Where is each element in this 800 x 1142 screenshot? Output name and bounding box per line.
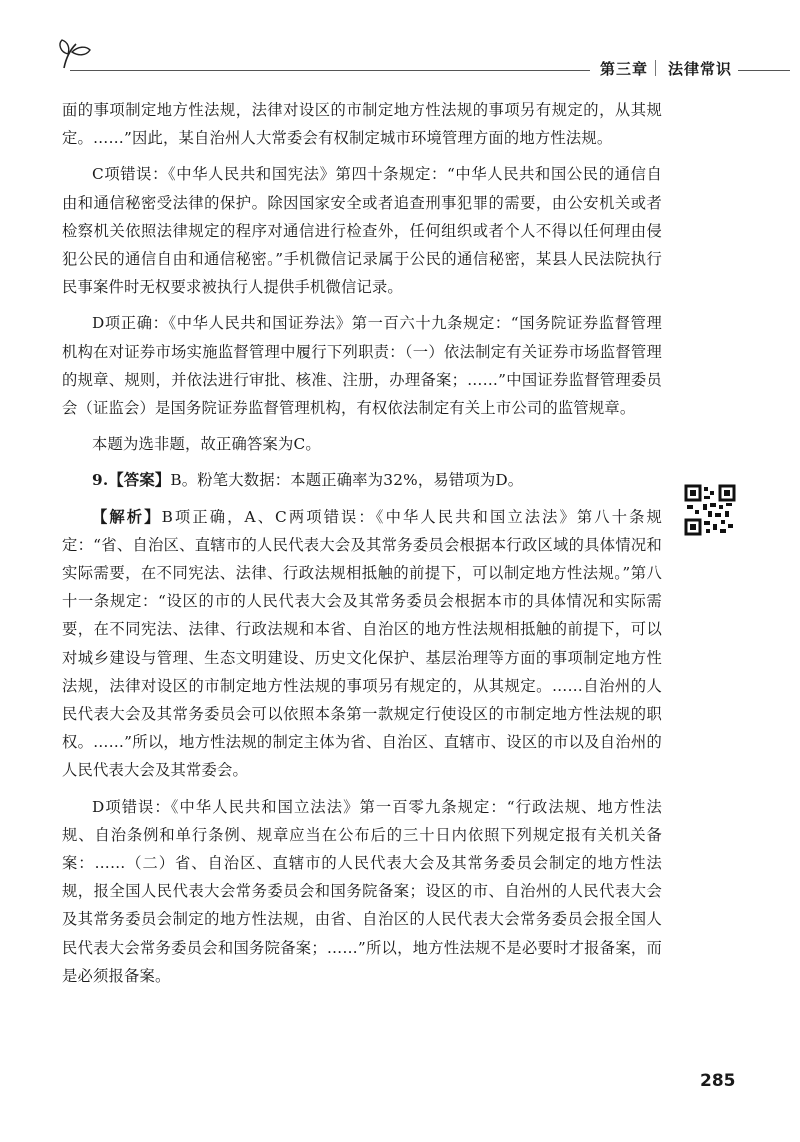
chapter-title: 法律常识: [668, 60, 733, 78]
paragraph-continuation: 面的事项制定地方性法规，法律对设区的市制定地方性法规的事项另有规定的，从其规定。……”因此，某自治州人大常委会有权制定城市环境管理方面的地方性法规。: [62, 101, 662, 148]
paragraph-analysis: [62, 503, 662, 785]
qr-code-icon[interactable]: [684, 484, 736, 536]
leaf-logo-icon: [56, 38, 94, 72]
paragraph-option-c: C项错误：《中华人民共和国宪法》第四十条规定：“中华人民共和国公民的通信自由和通信秘密受法律的保护。除因国家安全或者追查刑事犯罪的需要，由公安机关或者检察机关依照法律规定的程序对通信进行检查外，任何组织或者个人不得以任何理由侵犯公民的通信自由和通信秘密。”手机微信记录属于公民的通信秘密，某县人民法院执行民事案件时无权要求被执行人提供手机微信记录。: [62, 165, 662, 297]
page-header: [0, 0, 800, 90]
page-body: [62, 96, 662, 998]
chapter-label: 第三章: [600, 60, 649, 78]
header-rule: [70, 70, 590, 71]
paragraph-option-d: D项正确：《中华人民共和国证券法》第一百六十九条规定：“国务院证券监督管理机构在对证券市场实施监督管理中履行下列职责：（一）依法制定有关证券市场监督管理的规章、规则，并依法进行审批、核准、注册，办理备案；……”中国证券监督管理委员会（证监会）是国务院证券监督管理机构，有权依法制定有关上市公司的监管规章。: [62, 314, 662, 418]
header-rule-right: [738, 70, 790, 71]
analysis-tag: 【解析】: [92, 507, 162, 526]
paragraph-answer-9: [62, 466, 662, 494]
answer-text: B。粉笔大数据：本题正确率为32%，易错项为D。: [170, 471, 524, 490]
header-separator: [655, 60, 656, 76]
answer-tag: 9.【答案】: [92, 471, 171, 490]
page-number: 285: [700, 1071, 736, 1091]
paragraph-conclusion: 本题为选非题，故正确答案为C。: [92, 435, 321, 454]
analysis-text: B项正确，A、C两项错误：《中华人民共和国立法法》第八十条规定：“省、自治区、直辖市的人民代表大会及其常务委员会根据本行政区域的具体情况和实际需要，在不同宪法、法律、行政法规相抵触的前提下，可以制定地方性法规。”第八十一条规定：“设区的市的人民代表大会及其常务委员会根据本市的具体情况和实际需要，在不同宪法、法律、行政法规和本省、自治区的地方性法规相抵触的前提下，可以对城乡建设与管理、生态文明建设、历史文化保护、基层治理等方面的事项制定地方性法规，法律对设区的市制定地方性法规的事项另有规定的，从其规定。……自治州的人民代表大会及其常务委员会可以依照本条第一款规定行使设区的市制定地方性法规的职权。……”所以，地方性法规的制定主体为省、自治区、直辖市、设区的市以及自治州的人民代表大会及其常委会。: [62, 507, 662, 780]
paragraph-option-d-analysis: D项错误：《中华人民共和国立法法》第一百零九条规定：“行政法规、地方性法规、自治条例和单行条例、规章应当在公布后的三十日内依照下列规定报有关机关备案：……（二）省、自治区、直辖市的人民代表大会及其常务委员会制定的地方性法规，报全国人民代表大会常务委员会和国务院备案；设区的市、自治州的人民代表大会及其常务委员会制定的地方性法规，由省、自治区的人民代表大会常务委员会报全国人民代表大会常务委员会和国务院备案；……”所以，地方性法规不是必要时才报备案，而是必须报备案。: [62, 797, 662, 985]
